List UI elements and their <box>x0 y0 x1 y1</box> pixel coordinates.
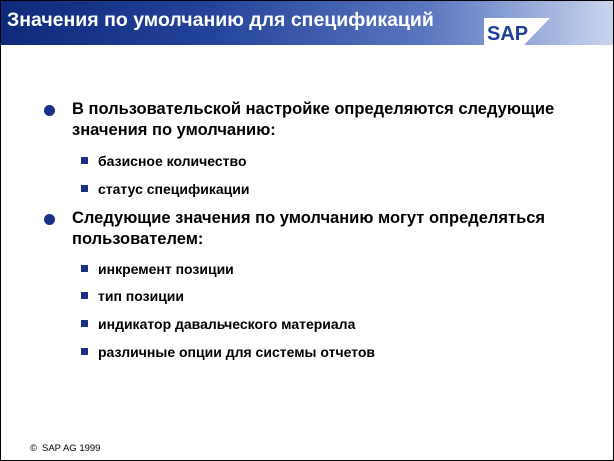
copyright <box>30 443 100 454</box>
sub-item-bom-status: статус спецификации <box>98 181 250 197</box>
sub-item-material-provision-indicator: индикатор давальческого материала <box>98 316 356 332</box>
sub-item-item-increment: инкремент позиции <box>98 261 234 277</box>
sub-item-reporting-options: различные опции для системы отчетов <box>98 344 376 360</box>
square-bullet-icon <box>81 157 88 164</box>
bullet-item-2: Следующие значения по умолчанию могут определяться пользователем: <box>72 209 546 248</box>
sub-item-base-quantity: базисное количество <box>98 153 247 169</box>
slide-content <box>1 1 613 460</box>
copyright-symbol: © <box>30 443 37 454</box>
page-title: Значения по умолчанию для спецификаций <box>7 9 434 31</box>
bullet-item-1: В пользовательской настройке определяются следующие значения по умолчанию: <box>72 100 555 139</box>
sub-item-item-category: тип позиции <box>98 288 185 304</box>
square-bullet-icon <box>81 292 88 299</box>
square-bullet-icon <box>81 265 88 272</box>
sap-logo-text: SAP <box>487 23 529 45</box>
circle-bullet-icon <box>44 105 55 116</box>
circle-bullet-icon <box>44 214 55 225</box>
copyright-text: SAP AG 1999 <box>42 443 101 454</box>
square-bullet-icon <box>81 185 88 192</box>
square-bullet-icon <box>81 348 88 355</box>
square-bullet-icon <box>81 320 88 327</box>
